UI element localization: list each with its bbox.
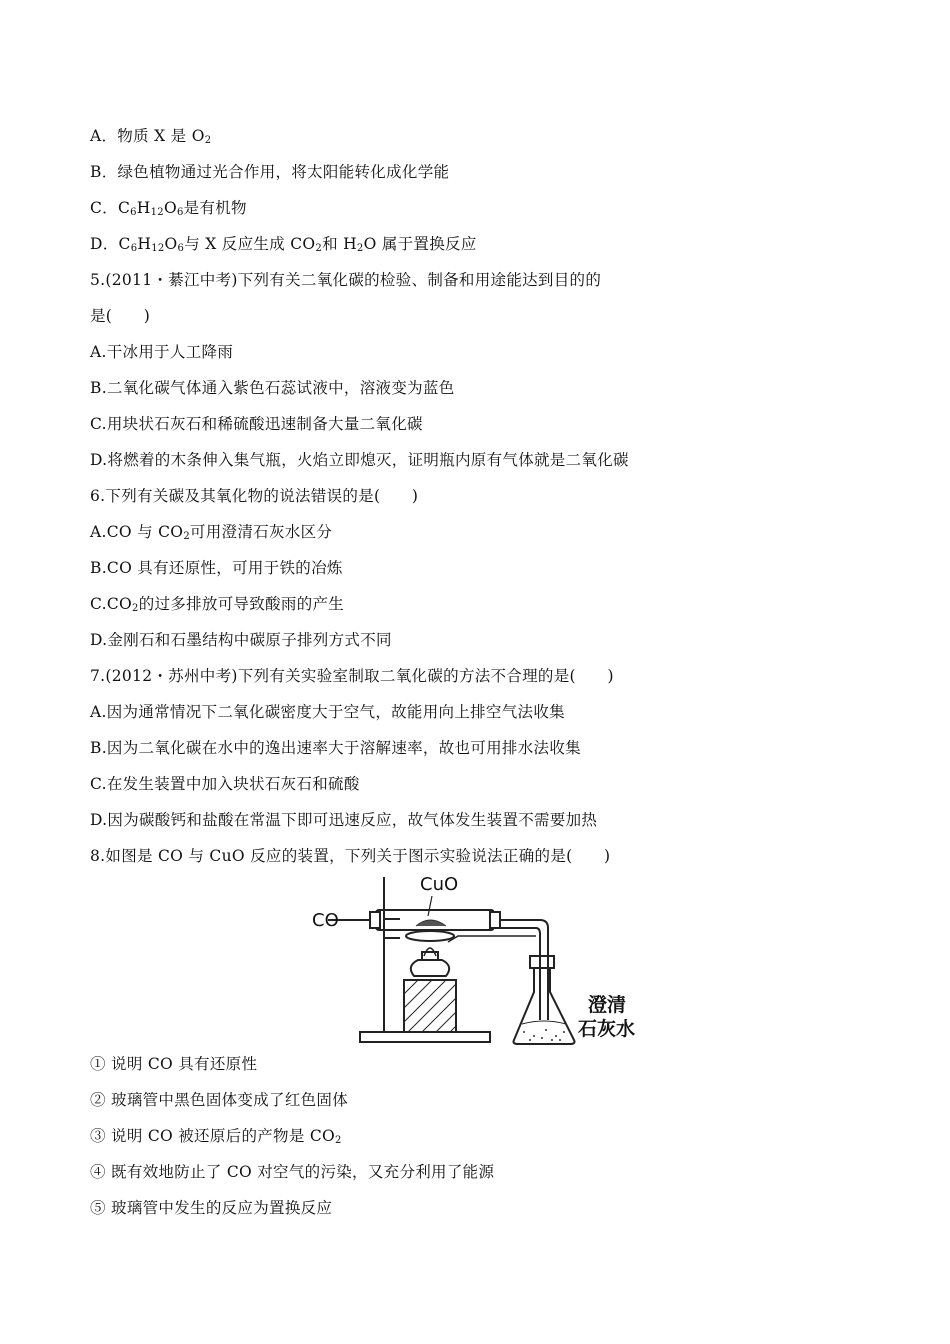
q6-option-a: A.CO 与 $CO_2$可用澄清石灰水区分 (90, 523, 333, 542)
limewater-label-line2: 石灰水 (578, 1018, 636, 1040)
co-cuo-apparatus-figure (308, 872, 648, 1052)
q5-option-a: A.干冰用于人工降雨 (90, 343, 234, 361)
q8-statement-3: ③ 说明 CO 被还原后的产物是 $CO_2$ (90, 1127, 342, 1146)
q4-option-b: B．绿色植物通过光合作用，将太阳能转化成化学能 (90, 163, 450, 181)
q7-option-c: C.在发生装置中加入块状石灰石和硫酸 (90, 775, 360, 793)
q6-stem: 6.下列有关碳及其氧化物的说法错误的是( ) (90, 487, 419, 505)
q6-option-c: $C.CO_2$的过多排放可导致酸雨的产生 (90, 595, 345, 614)
q4-option-d: D．$C_6H_{12}O_6$与 X 反应生成 $CO_2$和 $H_2O$ 属于置换反应 (90, 235, 477, 254)
q5-option-b: B.二氧化碳气体通入紫色石蕊试液中，溶液变为蓝色 (90, 379, 455, 397)
q8-stem: 8.如图是 CO 与 CuO 反应的装置，下列关于图示实验说法正确的是( ) (90, 847, 611, 865)
co-label: CO (312, 910, 339, 931)
q5-option-d: D.将燃着的木条伸入集气瓶，火焰立即熄灭，证明瓶内原有气体就是二氧化碳 (90, 451, 629, 469)
q6-option-d: D.金刚石和石墨结构中碳原子排列方式不同 (90, 631, 392, 649)
q5-stem-line2: 是( ) (90, 307, 151, 325)
limewater-label-line1: 澄清 (588, 994, 627, 1016)
cuo-label: CuO (420, 874, 459, 895)
q8-statement-1: ① 说明 CO 具有还原性 (90, 1055, 258, 1073)
q7-option-d: D.因为碳酸钙和盐酸在常温下即可迅速反应，故气体发生装置不需要加热 (90, 811, 598, 829)
q8-statement-5: ⑤ 玻璃管中发生的反应为置换反应 (90, 1199, 333, 1217)
q4-option-a: A．物质 X 是 $O_2$ (90, 127, 212, 146)
q7-option-b: B.因为二氧化碳在水中的逸出速率大于溶解速率，故也可用排水法收集 (90, 739, 581, 757)
q7-stem: 7.(2012・苏州中考)下列有关实验室制取二氧化碳的方法不合理的是( ) (90, 667, 614, 685)
q7-option-a: A.因为通常情况下二氧化碳密度大于空气，故能用向上排空气法收集 (90, 703, 565, 721)
q8-statement-2: ② 玻璃管中黑色固体变成了红色固体 (90, 1091, 349, 1109)
q5-option-c: C.用块状石灰石和稀硫酸迅速制备大量二氧化碳 (90, 415, 423, 433)
q4-option-c: C．$C_6H_{12}O_6$是有机物 (90, 199, 247, 218)
q6-option-b: B.CO 具有还原性，可用于铁的冶炼 (90, 559, 343, 577)
q8-statement-4: ④ 既有效地防止了 CO 对空气的污染，又充分利用了能源 (90, 1163, 495, 1181)
q5-stem-line1: 5.(2011・綦江中考)下列有关二氧化碳的检验、制备和用途能达到目的的 (90, 271, 602, 289)
